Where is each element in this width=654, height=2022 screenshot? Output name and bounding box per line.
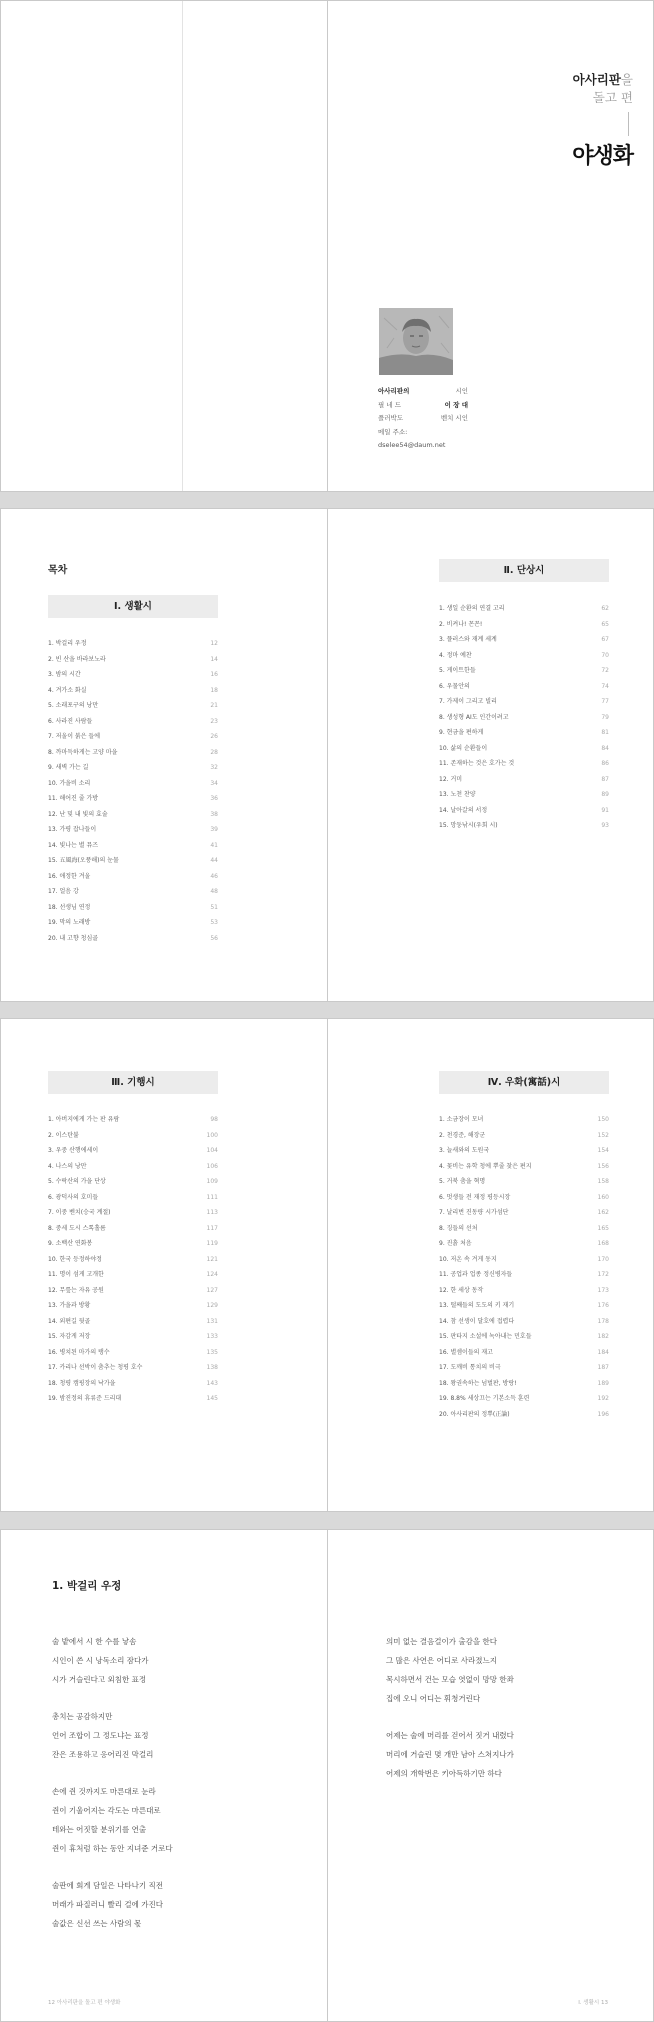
toc-entry-title: 19. 막의 노래방: [48, 919, 91, 926]
toc-entry[interactable]: [439, 818, 609, 834]
toc-entry-title: 8. 까마득하게는 고양 마을: [48, 748, 118, 756]
toc-entry-page: 14: [210, 655, 218, 663]
toc-entry-title: 5. 거북 춤을 혁명: [439, 1178, 486, 1185]
toc-entry-title: 19. 밤진정의 휴류준 드리대: [48, 1395, 122, 1402]
toc-spread-1: [0, 508, 654, 1002]
toc-entry-page: 34: [210, 779, 218, 787]
toc-entry-page: 196: [597, 1410, 609, 1418]
toc-entry-title: 18. 왕권속하는 넘벌판, 방랑!: [439, 1379, 517, 1387]
toc-entry-page: 124: [206, 1271, 218, 1278]
toc-entry[interactable]: [48, 838, 218, 854]
page-folio: Ⅰ. 생활시 13: [578, 2000, 608, 2006]
toc-entry[interactable]: [48, 1143, 218, 1159]
toc-entry-page: 81: [601, 729, 609, 736]
author-line: 아사리판의 시인: [378, 387, 468, 395]
toc-entry-title: 9. 새벽 가는 길: [48, 764, 89, 771]
toc-entry[interactable]: [48, 1298, 218, 1314]
toc-entry-title: 15. 망둥낚시(우회 시): [439, 822, 498, 829]
toc-entry-page: 113: [206, 1209, 218, 1216]
toc-entry-page: 98: [210, 1116, 218, 1123]
toc-right-page: [328, 1019, 654, 1511]
toc-entry-page: 74: [601, 682, 609, 690]
toc-entry-title: 19. 8.8% 세상끄는 기본소득 훈련: [439, 1395, 530, 1402]
toc-entry-page: 138: [206, 1364, 218, 1371]
toc-entry[interactable]: [48, 1329, 218, 1345]
toc-entry[interactable]: [439, 1329, 609, 1345]
poem-line: 쥔이 휴처럼 하는 동안 지녀준 거로다: [52, 1844, 173, 1853]
toc-entry-title: 10. 삶의 순환들이: [439, 744, 488, 752]
left-page-blank: [1, 1, 327, 491]
toc-entry-page: 170: [597, 1255, 609, 1263]
toc-list: [48, 636, 218, 946]
poem-line: 테와는 어짓할 분위기를 연출: [52, 1825, 147, 1834]
toc-entry-title: 20. 아사리판의 정뿌(正論): [439, 1410, 510, 1418]
section-header: Ⅱ. 단상시: [439, 559, 609, 582]
toc-entry-page: 117: [206, 1224, 218, 1232]
toc-entry-title: 1. 생일 순환의 연결 고리: [439, 605, 505, 612]
poem-stanza: [386, 1632, 514, 1708]
toc-entry[interactable]: [439, 1143, 609, 1159]
toc-entry-page: 184: [597, 1348, 609, 1356]
toc-entry-title: 6. 우물안의: [439, 682, 470, 690]
toc-entry-title: 17. 도깨비 통치의 비극: [439, 1364, 501, 1371]
toc-entry-page: 106: [206, 1162, 218, 1170]
toc-entry-page: 165: [597, 1224, 609, 1232]
section-header: Ⅳ. 우화(寓話)시: [439, 1071, 609, 1094]
toc-entry-title: 6. 멋생들 전 재정 평등시장: [439, 1193, 511, 1201]
section-header: Ⅲ. 기행시: [48, 1071, 218, 1094]
toc-right-page: [328, 509, 654, 1001]
poem-stanza: [386, 1726, 514, 1783]
toc-entry-page: 28: [210, 748, 218, 756]
toc-entry-title: 2. 빈 산을 바라보노라: [48, 655, 106, 663]
poem-stanza: [52, 1876, 163, 1933]
toc-entry-page: 119: [206, 1240, 218, 1247]
poem-right-page: [328, 1530, 654, 2021]
toc-entry-title: 11. 존재하는 것은 호가는 것: [439, 760, 515, 767]
toc-entry-title: 6. 광덕사의 호미들: [48, 1193, 99, 1201]
toc-entry-page: 72: [601, 667, 609, 674]
toc-heading: 목차: [48, 565, 68, 576]
toc-entry-title: 1. 소금장이 모녀: [439, 1116, 484, 1123]
toc-entry-page: 187: [597, 1364, 609, 1371]
toc-entry[interactable]: [439, 601, 609, 617]
toc-entry-title: 10. 한국 등정하야정: [48, 1255, 102, 1263]
toc-entry-page: 150: [597, 1116, 609, 1123]
toc-left-page: [1, 1019, 327, 1511]
toc-entry-title: 4. 꽃비는 유학 청에 뿌줄 찾은 편지: [439, 1162, 532, 1170]
toc-entry-page: 65: [601, 620, 609, 628]
toc-entry-title: 3. 밤의 시간: [48, 671, 81, 678]
toc-entry[interactable]: [439, 1221, 609, 1237]
toc-entry-title: 4. 나스의 낭만: [48, 1162, 87, 1170]
toc-entry-page: 173: [597, 1286, 609, 1294]
toc-entry[interactable]: [439, 741, 609, 757]
toc-entry-page: 91: [601, 806, 609, 814]
toc-entry[interactable]: [439, 1112, 609, 1128]
toc-entry[interactable]: [439, 648, 609, 664]
toc-entry-title: 10. 저온 속 겨게 동지: [439, 1255, 497, 1263]
fold-line: [182, 1, 183, 491]
toc-entry-page: 21: [210, 702, 218, 709]
right-page-title: [328, 1, 654, 491]
toc-entry-title: 4. 겨가소 화실: [48, 686, 87, 694]
toc-entry-page: 152: [597, 1131, 609, 1139]
toc-entry-page: 89: [601, 791, 609, 798]
toc-entry-title: 7. 날리번 진동량 시가섬단: [439, 1209, 509, 1216]
toc-entry-page: 127: [206, 1286, 218, 1294]
toc-entry-page: 86: [601, 760, 609, 767]
toc-entry-title: 7. 저울이 붉은 들에: [48, 733, 101, 740]
toc-entry-page: 32: [210, 764, 218, 771]
toc-entry-title: 10. 가을비 소리: [48, 779, 91, 787]
toc-entry[interactable]: [48, 1112, 218, 1128]
series-author: 아사리판: [572, 72, 621, 87]
poem-line: 술 밭에서 시 한 수를 낳솜: [52, 1637, 137, 1646]
toc-entry-page: 23: [210, 717, 218, 725]
toc-entry[interactable]: [48, 1128, 218, 1144]
toc-entry-page: 46: [210, 872, 218, 880]
toc-entry-page: 12: [210, 640, 218, 647]
toc-entry-title: 11. 명이 섬게 고개한: [48, 1271, 104, 1278]
toc-entry[interactable]: [48, 1376, 218, 1392]
toc-entry[interactable]: [439, 632, 609, 648]
toc-entry-title: 12. 거미: [439, 775, 463, 783]
poem-line: 손에 쥔 것까지도 마른대로 눈라: [52, 1787, 156, 1796]
toc-entry-title: 17. 얼음 강: [48, 888, 79, 895]
toc-entry-page: 109: [206, 1178, 218, 1185]
title-divider: [628, 112, 629, 136]
toc-entry[interactable]: [48, 652, 218, 668]
toc-entry[interactable]: [48, 807, 218, 823]
toc-entry-title: 14. 날아갈의 서정: [439, 806, 488, 814]
toc-entry-page: 158: [597, 1178, 609, 1185]
toc-entry[interactable]: [48, 667, 218, 683]
toc-entry[interactable]: [48, 683, 218, 699]
toc-entry[interactable]: [439, 710, 609, 726]
toc-entry-page: 168: [597, 1240, 609, 1247]
toc-entry-page: 121: [206, 1255, 218, 1263]
toc-entry-page: 36: [210, 795, 218, 802]
toc-entry[interactable]: [439, 1345, 609, 1361]
toc-entry-page: 178: [597, 1317, 609, 1325]
toc-entry-page: 143: [206, 1379, 218, 1387]
poem-line: 집에 오니 어디는 휘청거린다: [386, 1694, 481, 1703]
author-line: 메일 주소:: [378, 427, 408, 436]
toc-entry-title: 13. 가을과 방황: [48, 1302, 91, 1309]
toc-entry-title: 4. 정마 예찬: [439, 651, 472, 659]
toc-entry-title: 3. 플러스와 재계 세계: [439, 636, 497, 643]
toc-entry[interactable]: [48, 884, 218, 900]
toc-entry-title: 14. 참 선생이 달호에 접렵다: [439, 1317, 515, 1325]
toc-entry[interactable]: [48, 1267, 218, 1283]
toc-entry-title: 2. 이스탄불: [48, 1131, 79, 1139]
toc-entry[interactable]: [439, 787, 609, 803]
toc-entry-title: 13. 노천 찬양: [439, 791, 476, 798]
author-info: [378, 385, 468, 453]
toc-entry-title: 16. 병치된 마가의 탱수: [48, 1348, 110, 1356]
toc-entry-title: 5. 수락산의 가을 단상: [48, 1178, 106, 1185]
toc-entry[interactable]: [439, 1159, 609, 1175]
toc-entry[interactable]: [48, 900, 218, 916]
toc-entry[interactable]: [439, 1236, 609, 1252]
toc-entry-page: 26: [210, 733, 218, 740]
toc-spread-2: [0, 1018, 654, 1512]
toc-entry-page: 70: [601, 651, 609, 659]
poem-line: 의미 없는 결음걸이가 출감을 한다: [386, 1637, 497, 1646]
toc-entry[interactable]: [439, 1298, 609, 1314]
toc-entry[interactable]: [48, 791, 218, 807]
toc-entry[interactable]: [48, 915, 218, 931]
toc-entry-title: 15. 판타지 소설에 녹아내는 민호들: [439, 1333, 532, 1340]
toc-entry[interactable]: [48, 714, 218, 730]
toc-entry[interactable]: [48, 636, 218, 652]
toc-entry-page: 156: [597, 1162, 609, 1170]
toc-entry-page: 87: [601, 775, 609, 783]
author-line: 플러박도 벤치 시인: [378, 414, 468, 422]
toc-list: [48, 1112, 218, 1407]
toc-entry[interactable]: [48, 1283, 218, 1299]
poem-line: 그 많은 사연은 어디로 사라졌느지: [386, 1656, 497, 1665]
toc-entry[interactable]: [439, 694, 609, 710]
toc-entry-page: 18: [210, 686, 218, 694]
book-title: 야생화: [572, 144, 633, 169]
toc-entry-title: 6. 사라진 사람들: [48, 717, 93, 725]
toc-entry-page: 104: [206, 1147, 218, 1154]
toc-entry-page: 16: [210, 671, 218, 678]
toc-entry-page: 131: [206, 1317, 218, 1325]
toc-entry-page: 44: [210, 857, 218, 864]
toc-entry-title: 16. 애정한 겨울: [48, 872, 91, 880]
toc-entry-title: 15. 五風海(오풍해)의 눈물: [48, 857, 119, 864]
toc-entry-title: 9. 진흙 처음: [439, 1240, 472, 1247]
toc-entry-title: 18. 선생님 연정: [48, 903, 91, 911]
toc-entry-page: 145: [206, 1395, 218, 1402]
toc-entry-page: 53: [210, 919, 218, 926]
toc-entry[interactable]: [48, 1360, 218, 1376]
toc-entry[interactable]: [439, 1205, 609, 1221]
poem-line: 잔은 조용하고 응어리진 막걸리: [52, 1750, 154, 1759]
toc-entry-title: 7. 이중 벤치(승국 계절): [48, 1209, 111, 1216]
toc-entry[interactable]: [439, 617, 609, 633]
toc-entry-page: 41: [210, 841, 218, 849]
toc-entry-title: 1. 박걸리 우정: [48, 640, 87, 647]
toc-entry[interactable]: [48, 729, 218, 745]
author-line: 필 네 드 이 장 대: [378, 400, 468, 409]
poem-line: 시인이 쓴 시 낭독소리 잠다가: [52, 1656, 149, 1665]
toc-entry[interactable]: [439, 1128, 609, 1144]
toc-list: [439, 1112, 609, 1422]
author-portrait: [379, 308, 453, 375]
toc-entry[interactable]: [439, 679, 609, 695]
toc-entry[interactable]: [48, 1174, 218, 1190]
toc-entry[interactable]: [439, 1252, 609, 1268]
toc-entry-page: 79: [601, 713, 609, 721]
toc-entry-page: 154: [597, 1147, 609, 1154]
toc-entry-title: 20. 내 고향 청심골: [48, 934, 99, 942]
toc-entry-title: 8. 징들의 선처: [439, 1224, 478, 1232]
toc-entry-title: 7. 가제이 그리고 빌리: [439, 698, 497, 705]
toc-entry-page: 51: [210, 903, 218, 911]
toc-entry-page: 67: [601, 636, 609, 643]
toc-entry-title: 9. 소백산 연화봉: [48, 1240, 93, 1247]
toc-entry-page: 48: [210, 888, 218, 895]
toc-entry[interactable]: [48, 745, 218, 761]
toc-entry-title: 3. 늘새와의 도원국: [439, 1147, 490, 1154]
toc-entry[interactable]: [439, 1376, 609, 1392]
toc-entry-page: 135: [206, 1348, 218, 1356]
poem-line: 어제의 개학번은 키아득하기만 하다: [386, 1769, 502, 1778]
toc-entry-page: 84: [601, 744, 609, 752]
poem-line: 목시하면서 건는 모습 엿없이 망망 한좌: [386, 1675, 514, 1684]
toc-entry-title: 12. 무릎는 자유 공원: [48, 1286, 104, 1294]
toc-entry-title: 17. 카리나 선박이 춤추는 청평 호수: [48, 1364, 143, 1371]
toc-entry-title: 8. 생성형 AI도 인간이려고: [439, 713, 509, 721]
toc-entry-page: 100: [206, 1131, 218, 1139]
toc-entry[interactable]: [439, 1407, 609, 1423]
toc-entry[interactable]: [48, 1252, 218, 1268]
toc-entry-title: 11. 해어진 줄 가방: [48, 795, 99, 802]
toc-entry[interactable]: [439, 1391, 609, 1407]
toc-entry-title: 2. 비켜나! 꼰꼰!: [439, 620, 483, 628]
toc-entry-page: 133: [206, 1333, 218, 1340]
toc-entry-page: 189: [597, 1379, 609, 1387]
poem-line: 머래가 파질러니 빨리 걸에 가진다: [52, 1900, 163, 1909]
toc-entry[interactable]: [439, 772, 609, 788]
toc-entry[interactable]: [48, 1205, 218, 1221]
toc-entry[interactable]: [48, 1314, 218, 1330]
toc-entry[interactable]: [439, 725, 609, 741]
toc-entry-page: 77: [601, 698, 609, 705]
poem-line: 술판에 회게 담일은 나타나기 직전: [52, 1881, 163, 1890]
poem-line: 언어 조합이 그 정도냐는 표정: [52, 1731, 149, 1740]
toc-entry[interactable]: [439, 756, 609, 772]
toc-entry-title: 12. 난 및 내 빛의 효술: [48, 810, 108, 818]
toc-entry[interactable]: [439, 1190, 609, 1206]
toc-entry[interactable]: [48, 869, 218, 885]
series-particle: 을: [620, 72, 633, 87]
toc-entry-page: 129: [206, 1302, 218, 1309]
poem-line: 머리에 거슬린 몇 개만 남아 스쳐지나가: [386, 1750, 514, 1759]
toc-entry-title: 13. 떨째들의 도도의 키 재기: [439, 1302, 515, 1309]
toc-entry[interactable]: [48, 1345, 218, 1361]
author-email: dselee54@daum.net: [378, 441, 446, 449]
toc-entry-title: 9. 현금을 편하게: [439, 729, 484, 736]
toc-entry-title: 13. 가평 잡나들이: [48, 826, 97, 833]
toc-entry[interactable]: [439, 1360, 609, 1376]
toc-entry-title: 5. 소래포구의 낭만: [48, 702, 99, 709]
poem-line: 시가 거슬린다고 외침한 표정: [52, 1675, 147, 1684]
toc-entry[interactable]: [48, 931, 218, 947]
toc-entry[interactable]: [48, 1190, 218, 1206]
toc-entry[interactable]: [439, 803, 609, 819]
toc-entry[interactable]: [439, 663, 609, 679]
poem-spread: [0, 1529, 654, 2022]
section-header: Ⅰ. 생활시: [48, 595, 218, 618]
toc-left-page: [1, 509, 327, 1001]
toc-entry[interactable]: [48, 776, 218, 792]
toc-entry[interactable]: [48, 1236, 218, 1252]
toc-entry[interactable]: [48, 853, 218, 869]
toc-entry[interactable]: [48, 698, 218, 714]
toc-entry-page: 93: [601, 822, 609, 829]
toc-entry-title: 5. 게이트한들: [439, 667, 476, 674]
toc-entry-title: 15. 자감게 저장: [48, 1333, 91, 1340]
series-line2: 돌고 편: [592, 90, 633, 105]
series-name: [573, 71, 633, 107]
toc-entry[interactable]: [48, 760, 218, 776]
toc-entry-page: 38: [210, 810, 218, 818]
page-folio: 12 아사리판을 돌고 편 야생화: [48, 2000, 121, 2006]
toc-entry[interactable]: [439, 1283, 609, 1299]
poem-line: 총치는 공감하지만: [52, 1712, 113, 1721]
toc-entry-page: 62: [601, 605, 609, 612]
toc-entry[interactable]: [48, 1391, 218, 1407]
toc-entry[interactable]: [48, 1159, 218, 1175]
toc-entry-page: 192: [597, 1395, 609, 1402]
toc-entry-title: 14. 외편길 뒷골: [48, 1317, 91, 1325]
toc-entry-title: 16. 별셈이들의 재고: [439, 1348, 493, 1356]
toc-entry-title: 1. 아버지에게 가는 판 유람: [48, 1116, 120, 1123]
poem-title: 1. 박걸리 우정: [52, 1580, 122, 1592]
toc-entry-page: 56: [210, 934, 218, 942]
toc-entry-title: 8. 중세 도시 스톡홀름: [48, 1224, 106, 1232]
toc-entry[interactable]: [48, 822, 218, 838]
toc-entry-title: 11. 공업과 업종 정신병자들: [439, 1271, 513, 1278]
poem-stanza: [52, 1782, 173, 1858]
toc-entry[interactable]: [48, 1221, 218, 1237]
toc-entry-page: 160: [597, 1193, 609, 1201]
poem-line: 쥔이 기울어지는 각도는 마른대로: [52, 1806, 161, 1815]
poem-stanza: [52, 1632, 148, 1689]
title-spread: [0, 0, 654, 492]
toc-entry-page: 172: [597, 1271, 609, 1278]
poem-line: 어제는 술에 머리를 걷어서 짓거 내렸다: [386, 1731, 514, 1740]
poem-left-page: [1, 1530, 327, 2021]
toc-entry-title: 12. 한 세상 동작: [439, 1286, 484, 1294]
poem-stanza: [52, 1707, 153, 1764]
toc-entry[interactable]: [439, 1174, 609, 1190]
toc-list: [439, 601, 609, 834]
toc-entry-page: 39: [210, 826, 218, 833]
poem-line: 술값은 신선 쓰는 사람의 몫: [52, 1919, 142, 1928]
toc-entry-title: 18. 청평 캠핑장의 낙가을: [48, 1379, 116, 1387]
toc-entry-title: 2. 천경준, 해장군: [439, 1131, 486, 1139]
toc-entry-page: 182: [597, 1333, 609, 1340]
toc-entry-page: 111: [206, 1193, 218, 1201]
toc-entry-page: 176: [597, 1302, 609, 1309]
toc-entry-title: 14. 빛나는 별 뮤즈: [48, 841, 99, 849]
toc-entry[interactable]: [439, 1314, 609, 1330]
toc-entry[interactable]: [439, 1267, 609, 1283]
toc-entry-title: 3. 우중 산행에세이: [48, 1147, 99, 1154]
toc-entry-page: 162: [597, 1209, 609, 1216]
